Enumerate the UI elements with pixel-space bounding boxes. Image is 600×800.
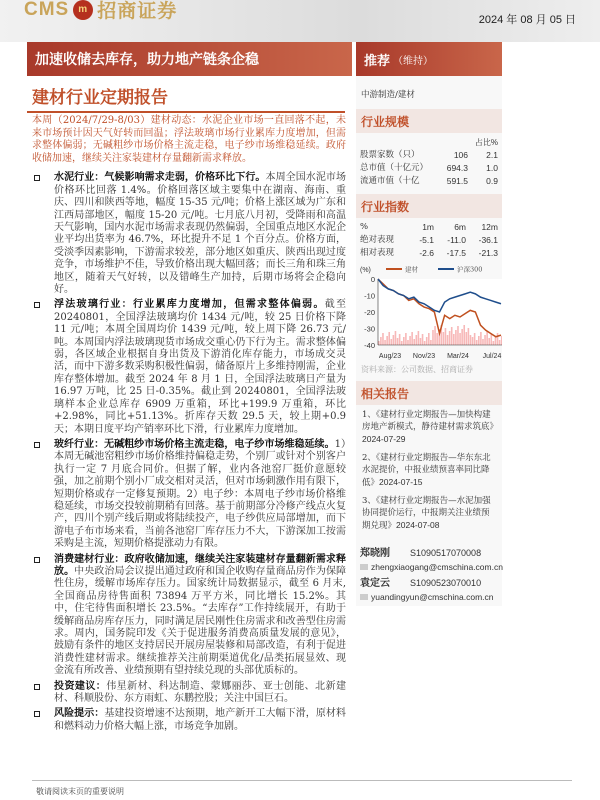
volume-bar	[430, 340, 432, 345]
volume-bar	[428, 333, 430, 345]
volume-bar	[399, 334, 401, 345]
volume-bar	[493, 341, 495, 345]
volume-bar	[470, 335, 472, 345]
scale-cell: 流通市值（十亿	[360, 176, 420, 186]
scale-cell: 1.0	[486, 163, 498, 173]
scale-cell: 106	[453, 150, 468, 160]
bullet-text: 基建投资增速不达预期，地产新开工大幅下滑，原材料和燃料动力价格大幅上涨，市场竞争加剧。	[54, 708, 347, 732]
summary: 本周（2024/7/29-8/03）建材动态：水泥企业市场一直回落不起，未来市场预计因天气好转而回温；浮法玻璃市场行业累库力度增加，但需求整体偏弱；无碱粗纱市场价格主流走稳，电子纱市场维稳延续。政府收储加速，继续关注家装建材存量翻新需求释放。	[32, 115, 346, 164]
volume-bar	[457, 326, 459, 345]
scale-cell: 总市值（十亿元）	[360, 163, 429, 173]
volume-bar	[486, 331, 488, 345]
index-cell: -5.1	[419, 235, 434, 245]
bullet-item	[30, 554, 346, 678]
index-cell: -21.3	[478, 248, 498, 258]
bullet-square-icon	[34, 175, 40, 181]
volume-bar	[459, 333, 461, 345]
bullet-item	[30, 439, 346, 551]
bullet-square-icon	[34, 684, 40, 690]
bullet-text: 本周全国水泥市场价格环比回落 1.4%。价格回落区域主要集中在湖南、海南、重庆、四川和陕西等地，幅度 15-35 元/吨；价格上涨区域为广东和江西局部地区，幅度 15-20 元/吨。七月底八月初，受降雨和高温天气影响，国内水泥市场需求表现仍然偏弱，全国重点地区水泥企业平均出货率为 46.7%，环比提升不足 1 个百分点。价格方面，受淡季因素影响，下游需求较差，部分地区如重庆、陕西出现过度竞争，市场维护不佳，导致价格出现大幅回落；而长三角和珠三角地区，随着天气好转，以及错峰生产加持，后期市场将会企稳向好。	[54, 172, 346, 296]
bullet-heading: 水泥行业：气候影响需求走弱，价格环比下行。	[54, 172, 266, 184]
volume-bar	[422, 334, 424, 345]
legend-label: 沪深300	[457, 265, 483, 274]
scale-row	[356, 149, 502, 162]
volume-bar	[501, 336, 502, 345]
volume-bar	[432, 330, 434, 345]
y-tick-label: -30	[364, 324, 375, 334]
rating-sub: （维持）	[393, 55, 434, 67]
volume-bar	[468, 328, 470, 345]
volume-bar	[455, 330, 457, 345]
volume-bar	[445, 328, 447, 345]
scale-cell: 股票家数（只）	[360, 150, 420, 160]
volume-bar	[380, 337, 382, 345]
volume-bar	[407, 340, 409, 345]
volume-bar	[416, 335, 418, 345]
volume-bar	[497, 333, 499, 345]
logo-text-cn: 招商证券	[97, 1, 178, 22]
x-tick-label: Nov/23	[412, 353, 436, 360]
index-cell: -36.1	[478, 235, 498, 245]
volume-bar	[474, 333, 476, 345]
volume-bar	[488, 338, 490, 345]
bullet-heading: 浮法玻璃行业：行业累库力度增加，但需求整体偏弱。	[54, 299, 325, 311]
bullet-heading: 投资建议：	[54, 680, 107, 692]
index-cell: 相对表现	[360, 248, 395, 258]
sidebar	[356, 76, 502, 606]
bullet-square-icon	[34, 302, 40, 308]
mail-icon	[360, 594, 368, 600]
bullet-item	[30, 681, 346, 706]
index-title: 行业指数	[356, 194, 502, 218]
page-header	[0, 0, 600, 42]
volume-bar	[391, 339, 393, 345]
x-tick-label: Mar/24	[447, 353, 469, 360]
volume-bar	[405, 333, 407, 345]
bullet-item	[30, 708, 346, 733]
email-text: yuandingyun@cmschina.com.cn	[371, 592, 494, 602]
volume-bar	[478, 336, 480, 345]
analyst-name: 郑晓刚	[360, 548, 390, 559]
scale-cell: 591.5	[446, 176, 468, 186]
volume-bar	[382, 333, 384, 345]
index-chart	[356, 262, 502, 362]
bullet-item	[30, 299, 346, 435]
index-cell: 绝对表现	[360, 235, 395, 245]
report-date: 2024-07-29	[362, 434, 406, 444]
index-col-header: 12m	[481, 222, 498, 232]
bullet-heading: 玻纤行业：无碱粗纱市场价格主流走稳，电子纱市场维稳延续。	[54, 438, 335, 450]
volume-bar	[453, 334, 455, 345]
report-date: 2024 年 08 月 05 日	[478, 14, 576, 26]
email-text: zhengxiaogang@cmschina.com.cn	[371, 562, 503, 572]
volume-bar	[499, 340, 501, 345]
related-report-item[interactable]	[356, 452, 502, 489]
volume-bar	[449, 331, 451, 345]
bullet-text: 截至 20240801，全国浮法玻璃均价 1434 元/吨，较 25 日价格下降 11 元/吨；本周全国周均价 1439 元/吨，较上周下降 26.73 元/吨。本周国内浮法玻璃现货市场成交重心仍下行为主。需求整体偏弱，各区域企业根据自身出货及下游消化库存能力，市场成交灵活，而中下游多数采购积极性偏弱，储备原片上多维持刚需，企业库存整体增加。截至 2024 年 8 月 1 日，全国浮法玻璃日产量为 16.97 万吨，比 25 日-0.35%。截止到 20240801，全国浮法玻璃样本企业总库存 6909 万重箱，环比+199.9 万重箱，环比+2.98%，同比+51.13%。折库存天数 29.5 天，较上期+0.9 天；本期日度平均产销率环比下滑，行业累库力度增加。	[54, 299, 347, 435]
volume-bar	[401, 341, 403, 345]
volume-bar	[388, 332, 390, 345]
y-tick-label: -20	[364, 308, 375, 317]
bullet-text: 中央政治局会议提出通过政府和国企收购存量商品房作为保障性住房，缓解市场库存压力。国家统计局数据显示，截至 6 月末,全国商品房待售面积 73894 万平方米，同比增长 15.2%。其中，住宅待售面积增长 23.5%。“去库存”工作持续展开，有助于缓解商品房库存压力，同时满足居民刚性住房需求和改善型住房需求。周内，国务院印发《关于促进服务消费高质量发展的意见》，鼓励有条件的地区支持居民开展房屋装修和局部改造，有利于促进消费性建材需求。继续推荐关注前期渠道优化/品类拓展显效、现金流有所改善、业绩预期有望持续兑现的头部优质标的。	[54, 565, 347, 677]
report-title: 3、《建材行业定期报告—水泥加强协同提价运行，中报期关注业绩预期兑现》	[362, 496, 491, 531]
report-date: 2024-07-15	[379, 477, 423, 487]
analyst-name: 袁定云	[360, 578, 390, 589]
index-cell: -17.5	[446, 248, 466, 258]
main-column	[30, 115, 346, 736]
volume-bar	[397, 338, 399, 345]
volume-bar	[411, 332, 413, 345]
scale-cell: 0.9	[486, 176, 498, 186]
report-subtitle: 建材行业定期报告	[32, 88, 168, 108]
report-title: 1、《建材行业定期报告—加快构建房地产新模式，静待建材需求筑底》	[362, 410, 499, 432]
y-axis-label: (%)	[360, 267, 371, 274]
x-tick-label: Jul/24	[482, 353, 502, 360]
analyst-email[interactable]	[360, 561, 503, 574]
volume-bar	[393, 335, 395, 345]
volume-bar	[418, 331, 420, 345]
volume-bar	[447, 335, 449, 345]
divider	[27, 111, 345, 113]
analyst-email[interactable]	[360, 591, 498, 604]
scale-row	[356, 162, 502, 175]
chart-source: 资料来源：公司数据、招商证券	[361, 365, 473, 374]
footer-note: 敬请阅读末页的重要说明	[36, 787, 124, 796]
scale-cell: 694.3	[446, 163, 468, 173]
logo-text-en: CMS	[24, 0, 70, 20]
reports-title: 相关报告	[356, 381, 502, 405]
volume-bar	[443, 332, 445, 345]
volume-bar	[482, 339, 484, 345]
rating-bar	[356, 42, 502, 76]
volume-bar	[461, 329, 463, 345]
mail-icon	[360, 564, 368, 570]
volume-bar	[409, 336, 411, 345]
scale-header-row	[356, 136, 502, 149]
index-cell: -2.6	[419, 248, 434, 258]
scale-col-header: 占比%	[474, 138, 498, 147]
bullet-item	[30, 172, 346, 296]
logo-emblem-icon: m	[73, 0, 93, 20]
volume-bar	[386, 336, 388, 345]
bullet-text: 伟星新材、科达制造、蒙娜丽莎、亚士创能、北新建材、科顺股份、东方雨虹、东鹏控股；关注中国巨石。	[54, 680, 347, 705]
index-row	[356, 234, 502, 247]
rating-label: 推荐	[364, 53, 391, 69]
scale-title: 行业规模	[356, 109, 502, 133]
volume-bar	[463, 325, 465, 345]
index-col-header: 6m	[454, 222, 466, 232]
scale-cell: 2.1	[486, 150, 498, 160]
footer-divider	[32, 780, 572, 781]
volume-bar	[484, 335, 486, 345]
y-tick-label: 0	[370, 275, 375, 284]
volume-bar	[466, 332, 468, 345]
scale-row	[356, 175, 502, 188]
body	[30, 172, 346, 733]
index-row	[356, 247, 502, 260]
bullet-square-icon	[34, 711, 40, 717]
report-title: 加速收储去库存，助力地产链条企稳	[27, 42, 352, 76]
bullet-square-icon	[34, 557, 40, 563]
volume-bar	[451, 327, 453, 345]
analyst-cert: S1090517070008	[410, 548, 482, 558]
report-date: 2024-07-08	[396, 520, 440, 530]
volume-bar	[434, 326, 436, 345]
volume-bar	[420, 338, 422, 345]
volume-bar	[491, 334, 493, 345]
bullet-square-icon	[34, 442, 40, 448]
volume-bar	[384, 340, 386, 345]
bullet-heading: 风险提示：	[54, 708, 105, 720]
bullet-text: 1）本周无碱池窑粗纱市场价格维持偏稳走势，个别厂或针对个别客户执行一定 7 月底合同价。但据了解，业内各池窑厂挺价意愿较强，加之前期个别小厂成交相对灵活，但对市场刺激作用有限下，短期价格或存一定修复预期。2）电子纱：本周电子纱市场价格维稳延续，市场交投较前期稍有回落。基于前期部分冷修产线点火复产，四川个别产线后期或将陆续投产，电子纱供应局部增加，而下游电子布市场来看，当前各池窑厂库存压力不大，下游深加工按需采购是主流，短期价格提涨动力有限。	[54, 438, 346, 550]
volume-bar	[424, 341, 426, 345]
legend-label: 建材	[405, 265, 418, 274]
index-header-row	[356, 221, 502, 234]
bullet-heading: 消费建材行业：政府收储加速，继续关注家装建材存量翻新需求释放。	[54, 553, 346, 577]
volume-bar	[472, 337, 474, 345]
analyst-cert: S1090523070010	[410, 578, 482, 588]
index-cell: -11.0	[447, 235, 466, 245]
y-tick-label: -10	[364, 291, 375, 301]
report-title: 2、《建材行业定期报告—华东东北水泥提价，中报业绩预喜率同比降低》	[362, 453, 491, 488]
volume-bar	[403, 337, 405, 345]
y-tick-label: -40	[364, 341, 375, 350]
category: 中游制造/建材	[361, 90, 415, 100]
analyst	[360, 576, 498, 591]
volume-bar	[413, 339, 415, 345]
index-col-header: 1m	[422, 222, 434, 232]
related-report-item[interactable]	[356, 409, 502, 446]
volume-bar	[426, 337, 428, 345]
volume-bar	[480, 332, 482, 345]
volume-bar	[436, 333, 438, 345]
related-report-item[interactable]	[356, 495, 502, 532]
analyst	[360, 546, 498, 561]
volume-bar	[476, 340, 478, 345]
volume-bar	[495, 337, 497, 345]
x-tick-label: Aug/23	[378, 353, 402, 360]
index-col-header: %	[360, 222, 369, 232]
company-logo	[24, 0, 177, 23]
volume-bar	[395, 331, 397, 345]
